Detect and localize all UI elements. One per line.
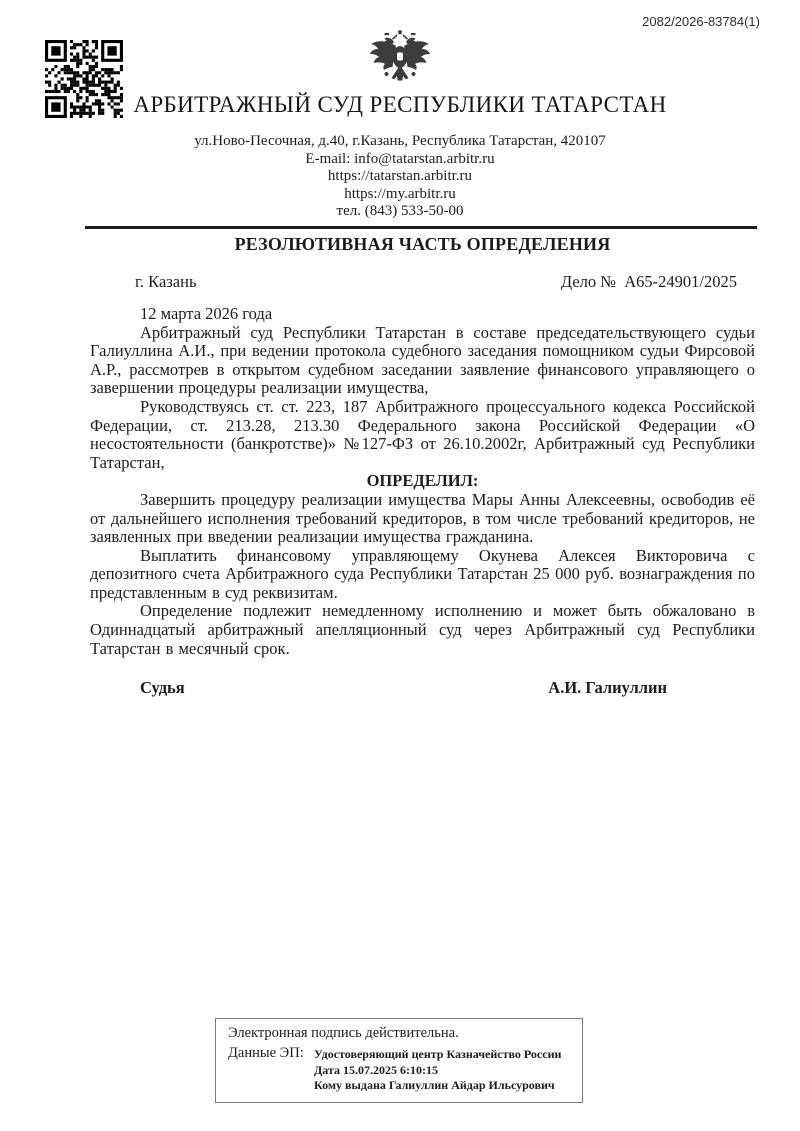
resolution-heading: ОПРЕДЕЛИЛ: [366,471,479,491]
electronic-signature-box [215,1018,583,1103]
header-divider [85,226,757,229]
judge-signature-row [90,678,755,698]
court-email: E-mail: info@tatarstan.arbitr.ru [305,150,495,167]
qr-code-icon [45,40,123,118]
place-case-row [90,272,755,292]
paragraph-intro: Арбитражный суд Республики Татарстан в составе председательствующего судьи Галиуллина А.И., при ведении протокола судебного заседания помощником судьи Фирсовой А.Р., рассмотрев в открытом судебном заседании заявление финансового управляющего о завершении процедуры реализации имущества, [90,322,755,398]
court-phone: тел. (843) 533-50-00 [336,203,464,220]
judge-label: Судья [140,678,185,698]
case-number: Дело № А65-24901/2025 [560,271,737,291]
court-contacts [0,133,800,221]
paragraph-complete-procedure: Завершить процедуру реализации имущества Мары Анны Алексеевны, освободив её от дальнейшего исполнения требований кредиторов, в том числе требований кредиторов, не заявленных при введении реализации имущества гражданина. [90,489,755,547]
court-address: ул.Ново-Песочная, д.40, г.Казань, Республика Татарстан, 420107 [194,133,606,149]
signature-details-row [228,1045,572,1094]
paragraph-payment: Выплатить финансовому управляющему Окунева Алексея Викторовича с депозитного счета Арбитражного суда Республики Татарстан 25 000 руб. вознаграждения по представленным в суд реквизитам. [90,545,755,602]
signature-date: Дата 15.07.2025 6:10:15 [314,1062,438,1077]
court-name: АРБИТРАЖНЫЙ СУД РЕСПУБЛИКИ ТАТАРСТАН [133,92,667,117]
signature-data-label: Данные ЭП: [228,1045,304,1061]
paragraph-appeal: Определение подлежит немедленному исполнению и может быть обжаловано в Одиннадцатый арбитражный апелляционный суд через Арбитражный суд Республики Татарстан в месячный срок. [90,601,755,658]
document-title: РЕЗОЛЮТИВНАЯ ЧАСТЬ ОПРЕДЕЛЕНИЯ [234,233,611,254]
document-registry-number: 2082/2026-83784(1) [642,14,760,29]
signature-valid-line: Электронная подпись действительна. [228,1025,459,1041]
place-label: г. Казань [135,271,197,291]
signature-details [314,1045,561,1094]
document-body [90,234,755,698]
court-website-2: https://my.arbitr.ru [344,185,456,202]
coat-of-arms-icon [369,30,431,86]
paragraph-legal-basis: Руководствуясь ст. ст. 223, 187 Арбитражного процессуального кодекса Российской Федерации, ст. 213.28, 213.30 Федерального закона Российской Федерации «О несостоятельности (банкротстве)» №127-ФЗ от 26.10.2002г, Арбитражный суд Республики Татарстан, [90,396,755,472]
signature-issued-to: Кому выдана Галиуллин Айдар Ильсурович [314,1078,555,1092]
court-website-1: https://tatarstan.arbitr.ru [327,168,473,185]
judge-name: А.И. Галиуллин [548,678,667,698]
signature-authority: Удостоверяющий центр Казначейство России [314,1047,562,1061]
decision-date: 12 марта 2026 года [140,303,273,323]
